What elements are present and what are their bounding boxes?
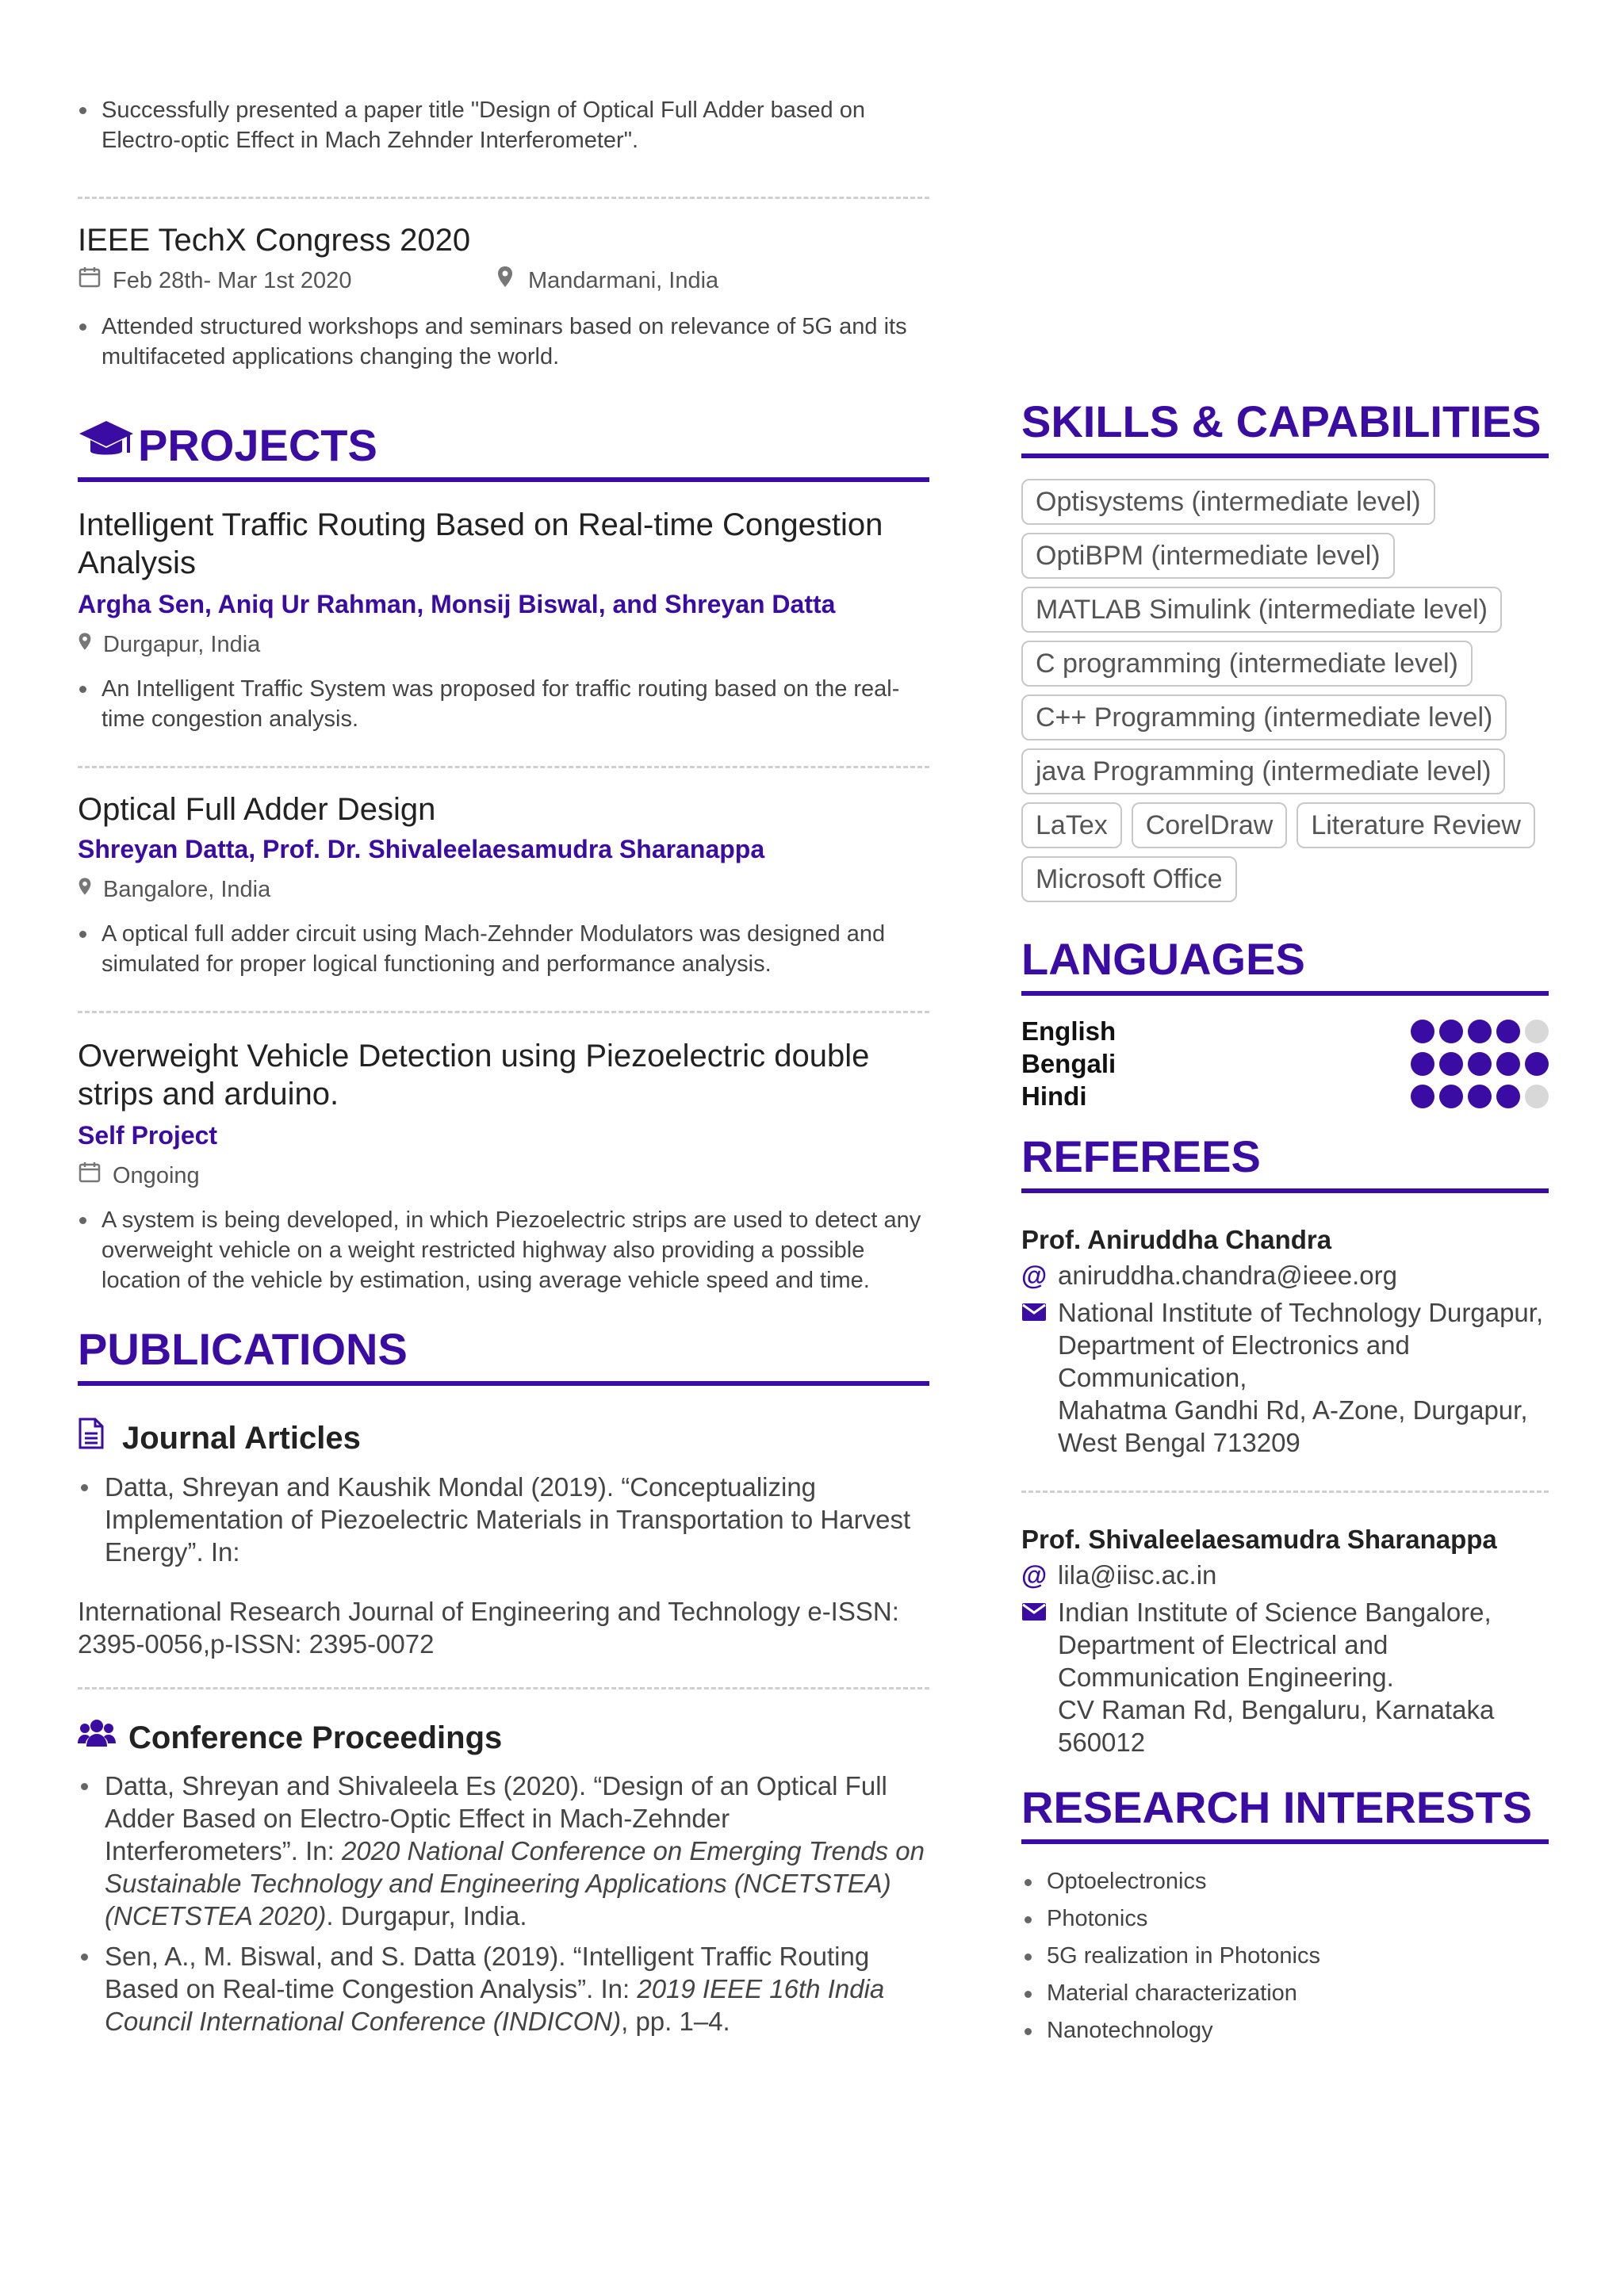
rating-dot	[1411, 1020, 1434, 1043]
calendar-icon	[78, 1161, 102, 1191]
project-authors: Shreyan Datta, Prof. Dr. Shivaleelaesamudra Sharanappa	[78, 835, 765, 863]
section-title-projects	[78, 419, 929, 471]
map-marker-icon	[493, 266, 517, 296]
language-row	[1021, 1080, 1549, 1112]
address-line: 560012	[1058, 1728, 1146, 1757]
at-icon: @	[1021, 1261, 1048, 1290]
event-location: Mandarmani, India	[528, 268, 719, 293]
event-date: Feb 28th- Mar 1st 2020	[113, 268, 352, 293]
rating-dot	[1468, 1020, 1492, 1043]
referees-section	[1021, 1131, 1549, 1758]
skill-tag: C++ Programming (intermediate level)	[1021, 695, 1507, 740]
section-rule	[1021, 1188, 1549, 1193]
project-bullet: An Intelligent Traffic System was proposed for traffic routing based on the real-time congestion analysis.	[78, 674, 929, 734]
skill-tags	[1021, 479, 1549, 902]
section-rule	[1021, 1839, 1549, 1844]
envelope-icon	[1021, 1296, 1058, 1459]
divider	[78, 197, 929, 199]
citation-text: Sen, A., M. Biswal, and S. Datta (2019). “Intelligent Traffic Routing Based on Real-time Congestion Analysis”. In:	[105, 1942, 870, 2003]
projects-section	[78, 419, 929, 1295]
skills-section	[1021, 396, 1549, 902]
map-marker-icon	[78, 629, 92, 660]
project-entry	[78, 1037, 929, 1295]
calendar-icon	[78, 266, 102, 296]
journal-entry: Datta, Shreyan and Kaushik Mondal (2019). “Conceptualizing Implementation of Piezoelectric Materials in Transportation to Harvest Energy”. In:	[78, 1471, 929, 1568]
skill-tag: java Programming (intermediate level)	[1021, 748, 1505, 794]
project-location: Bangalore, India	[103, 877, 271, 902]
divider	[78, 1011, 929, 1013]
language-name: Hindi	[1021, 1081, 1087, 1111]
interest-item: Nanotechnology	[1021, 2012, 1549, 2049]
event-entry	[78, 221, 929, 372]
rating-dot	[1468, 1085, 1492, 1108]
project-bullet: A optical full adder circuit using Mach-Zehnder Modulators was designed and simulated for proper logical functioning and performance analysis.	[78, 919, 929, 979]
citation-tail: , pp. 1–4.	[621, 2007, 730, 2036]
subsection-heading: Journal Articles	[122, 1420, 361, 1456]
address-line: Department of Electrical and Communication Engineering.	[1058, 1630, 1394, 1692]
skill-tag: Microsoft Office	[1021, 856, 1237, 902]
skill-tag: Literature Review	[1297, 802, 1535, 848]
event-bullet: Attended structured workshops and seminars based on relevance of 5G and its multifaceted applications changing the world.	[78, 312, 942, 372]
section-title-research: RESEARCH INTERESTS	[1021, 1782, 1533, 1832]
conference-entry	[78, 1770, 929, 1932]
project-title: Overweight Vehicle Detection using Piezoelectric double strips and arduino.	[78, 1039, 870, 1112]
section-title-referees: REFEREES	[1021, 1131, 1261, 1181]
graduation-cap-icon	[78, 419, 138, 471]
rating-dot	[1439, 1020, 1463, 1043]
interest-item: 5G realization in Photonics	[1021, 1938, 1549, 1975]
project-authors: Argha Sen, Aniq Ur Rahman, Monsij Biswal, and Shreyan Datta	[78, 590, 836, 618]
rating-dot	[1525, 1052, 1549, 1076]
map-marker-icon	[78, 874, 92, 905]
rating-dot	[1439, 1085, 1463, 1108]
referee-address	[1058, 1596, 1549, 1758]
citation-venue: 2020 National Conference on Emerging Trends on Sustainable Technology and Engineering Applications (NCETSTEA) (NCETSTEA 2020)	[105, 1836, 925, 1931]
project-date: Ongoing	[113, 1163, 200, 1188]
referee-email[interactable]: aniruddha.chandra@ieee.org	[1058, 1261, 1397, 1290]
research-section	[1021, 1782, 1549, 2049]
project-location: Durgapur, India	[103, 632, 261, 657]
referee-entry	[1021, 1523, 1549, 1758]
section-rule	[1021, 991, 1549, 996]
language-rating	[1411, 1085, 1549, 1108]
rating-dot	[1468, 1052, 1492, 1076]
language-rating	[1411, 1020, 1549, 1043]
document-icon	[78, 1418, 122, 1458]
language-row	[1021, 1047, 1549, 1080]
referee-email-row	[1021, 1559, 1549, 1591]
skill-tag: LaTex	[1021, 802, 1122, 848]
publications-section	[78, 1324, 929, 2038]
address-line: Mahatma Gandhi Rd, A-Zone, Durgapur,	[1058, 1395, 1528, 1425]
section-title-languages: LANGUAGES	[1021, 934, 1305, 984]
referee-email[interactable]: lila@iisc.ac.in	[1058, 1560, 1217, 1590]
language-name: Bengali	[1021, 1048, 1116, 1078]
envelope-icon	[1021, 1596, 1058, 1758]
rating-dot	[1411, 1085, 1434, 1108]
referee-name: Prof. Aniruddha Chandra	[1021, 1225, 1332, 1254]
referee-entry	[1021, 1223, 1549, 1459]
project-authors: Self Project	[78, 1121, 218, 1150]
address-line: CV Raman Rd, Bengaluru, Karnataka	[1058, 1695, 1495, 1724]
journal-extra: International Research Journal of Engineering and Technology e-ISSN: 2395-0056,p-ISSN: 2395-0072	[78, 1597, 899, 1659]
divider	[78, 766, 929, 768]
left-column	[78, 95, 929, 2038]
at-icon: @	[1021, 1560, 1048, 1590]
right-column	[1021, 396, 1549, 2049]
address-line: Department of Electronics and Communication,	[1058, 1330, 1410, 1392]
project-bullet: A system is being developed, in which Piezoelectric strips are used to detect any overweight vehicle on a weight restricted highway also providing a possible location of the vehicle by estimation, using average vehicle speed and time.	[78, 1205, 929, 1295]
skill-tag: Optisystems (intermediate level)	[1021, 479, 1435, 525]
project-meta	[78, 1161, 929, 1191]
rating-dot	[1496, 1085, 1520, 1108]
rating-dot	[1439, 1052, 1463, 1076]
project-entry	[78, 790, 929, 979]
project-meta	[78, 874, 929, 905]
citation-tail: . Durgapur, India.	[326, 1901, 527, 1931]
event-title: IEEE TechX Congress 2020	[78, 223, 471, 258]
language-row	[1021, 1015, 1549, 1047]
address-line: West Bengal 713209	[1058, 1428, 1300, 1457]
address-line: Indian Institute of Science Bangalore,	[1058, 1598, 1492, 1627]
languages-section	[1021, 934, 1549, 1112]
interest-item: Optoelectronics	[1021, 1863, 1549, 1900]
achievement-bullet: Successfully presented a paper title "Design of Optical Full Adder based on Electro-optic Effect in Mach Zehnder Interferometer".	[78, 95, 942, 155]
interest-item: Material characterization	[1021, 1975, 1549, 2012]
skill-tag: CorelDraw	[1132, 802, 1288, 848]
address-line: National Institute of Technology Durgapur,	[1058, 1298, 1544, 1327]
referee-name: Prof. Shivaleelaesamudra Sharanappa	[1021, 1525, 1497, 1554]
referee-address-row	[1021, 1296, 1549, 1459]
citation-venue: 2019 IEEE 16th India Council International Conference (INDICON)	[105, 1974, 885, 2036]
journal-articles-heading	[78, 1418, 929, 1458]
divider	[1021, 1490, 1549, 1493]
referee-address-row	[1021, 1596, 1549, 1758]
section-rule	[78, 1381, 929, 1386]
interest-item: Photonics	[1021, 1900, 1549, 1938]
rating-dot	[1525, 1020, 1549, 1043]
skill-tag: OptiBPM (intermediate level)	[1021, 533, 1395, 579]
rating-dot	[1496, 1020, 1520, 1043]
citation-text: Datta, Shreyan and Shivaleela Es (2020). “Design of an Optical Full Adder Based on Electro-Optic Effect in Mach-Zehnder Interferometers”. In:	[105, 1771, 887, 1866]
section-title-skills: SKILLS & CAPABILITIES	[1021, 396, 1542, 446]
rating-dot	[1496, 1052, 1520, 1076]
referee-email-row	[1021, 1259, 1549, 1292]
rating-dot	[1411, 1052, 1434, 1076]
section-title-publications: PUBLICATIONS	[78, 1324, 408, 1374]
language-name: English	[1021, 1016, 1116, 1046]
referee-address	[1058, 1296, 1549, 1459]
language-rating	[1411, 1052, 1549, 1076]
section-rule	[1021, 453, 1549, 458]
project-title: Intelligent Traffic Routing Based on Real-time Congestion Analysis	[78, 507, 883, 580]
section-rule	[78, 477, 929, 482]
section-heading: PROJECTS	[138, 419, 377, 470]
rating-dot	[1525, 1085, 1549, 1108]
conference-entry	[78, 1940, 929, 2038]
conference-proceedings-heading	[78, 1718, 929, 1757]
event-meta	[78, 266, 929, 296]
users-icon	[78, 1718, 128, 1757]
project-entry	[78, 506, 929, 734]
project-title: Optical Full Adder Design	[78, 792, 436, 827]
skill-tag: MATLAB Simulink (intermediate level)	[1021, 587, 1502, 633]
interest-list	[1021, 1863, 1549, 2049]
subsection-heading: Conference Proceedings	[128, 1720, 503, 1755]
skill-tag: C programming (intermediate level)	[1021, 641, 1473, 687]
language-list	[1021, 1015, 1549, 1112]
divider	[78, 1687, 929, 1689]
project-meta	[78, 629, 929, 660]
